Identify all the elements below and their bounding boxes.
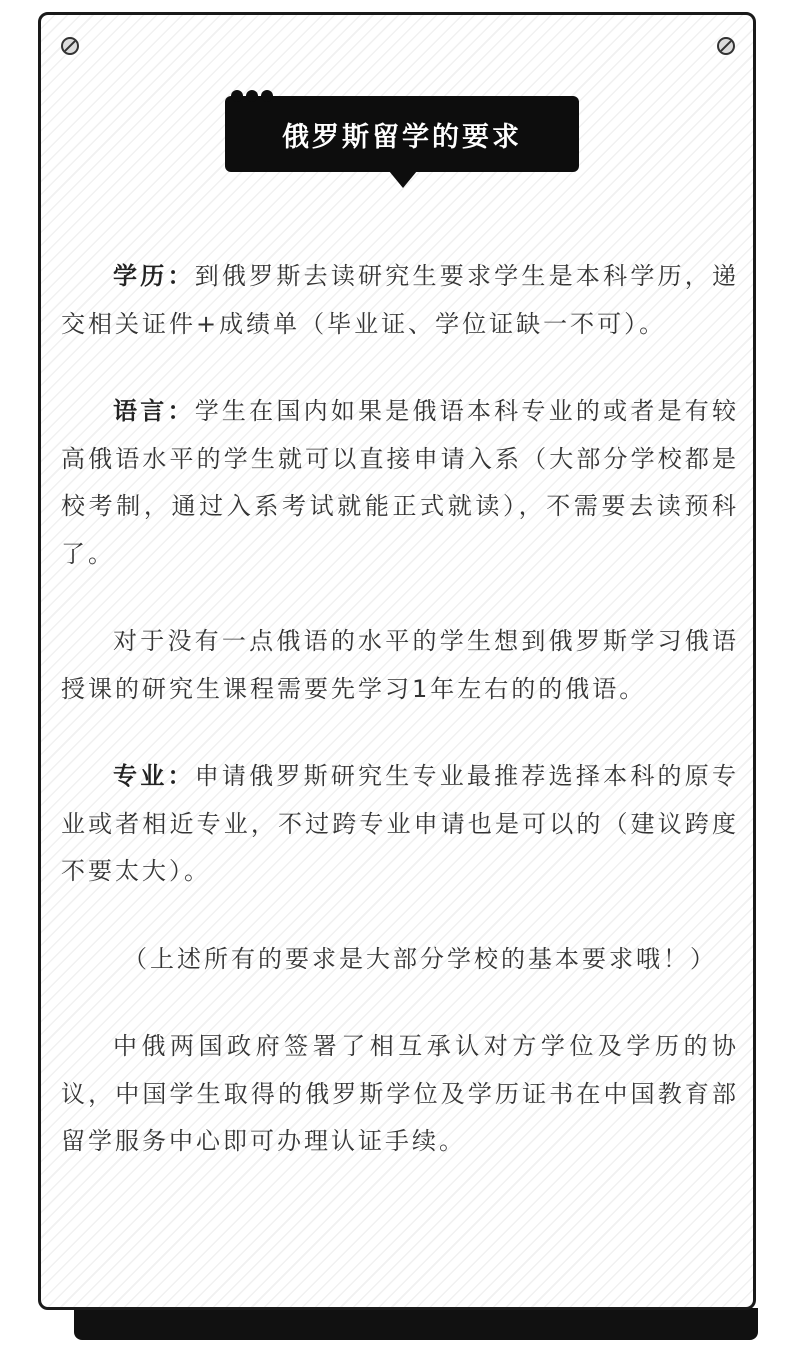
article-body <box>61 253 739 1206</box>
text-education: 到俄罗斯去读研究生要求学生是本科学历，递交相关证件+成绩单（毕业证、学位证缺一不可）。 <box>61 262 740 338</box>
paragraph-education <box>61 253 739 348</box>
page-title: 俄罗斯留学的要求 <box>282 121 522 153</box>
paragraph-recognition: 中俄两国政府签署了相互承认对方学位及学历的协议，中国学生取得的俄罗斯学位及学历证书在中国教育部留学服务中心即可办理认证手续。 <box>61 1032 739 1155</box>
paragraph-no-russian: 对于没有一点俄语的水平的学生想到俄罗斯学习俄语授课的研究生课程需要先学习1年左右的的俄语。 <box>61 627 739 703</box>
title-banner <box>225 96 579 172</box>
text-major: 申请俄罗斯研究生专业最推荐选择本科的原专业或者相近专业，不过跨专业申请也是可以的（建议跨度不要太大）。 <box>61 762 740 885</box>
paragraph-major <box>61 753 739 896</box>
label-education: 学历： <box>113 262 195 290</box>
label-major: 专业： <box>113 762 195 790</box>
content-card <box>38 12 756 1310</box>
card-shadow-bar <box>74 1308 758 1340</box>
paragraph-language <box>61 388 739 578</box>
label-language: 语言： <box>113 397 195 425</box>
screw-icon <box>717 37 735 55</box>
pointer-triangle <box>389 171 417 188</box>
screw-icon <box>61 37 79 55</box>
text-language: 学生在国内如果是俄语本科专业的或者是有较高俄语水平的学生就可以直接申请入系（大部分学校都是校考制，通过入系考试就能正式就读），不需要去读预科了。 <box>61 397 740 568</box>
dots-decoration <box>231 90 273 102</box>
paragraph-note: （上述所有的要求是大部分学校的基本要求哦！） <box>123 944 717 973</box>
